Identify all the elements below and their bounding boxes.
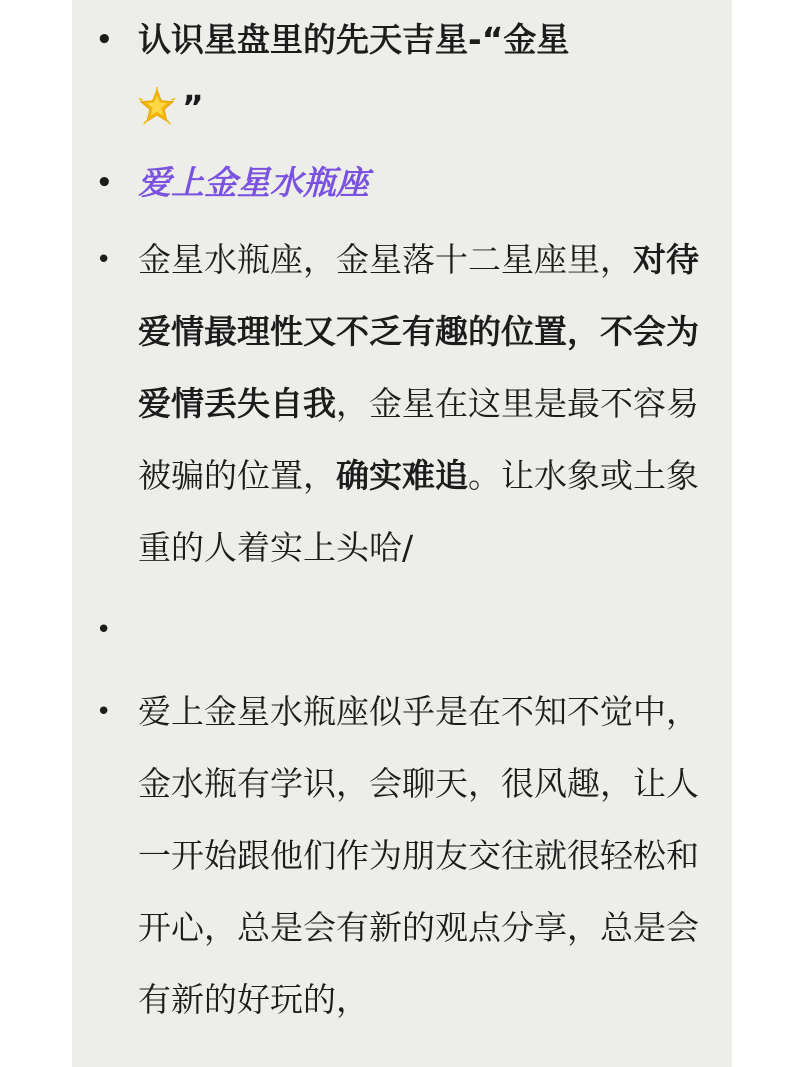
paragraph-1-segment-3: ，金星在这里是最不容易被骗的位置， — [138, 384, 699, 495]
list-item-empty — [72, 594, 732, 666]
star-emoji-icon — [138, 87, 176, 125]
bullet-list — [72, 0, 732, 1036]
bullet-icon: • — [96, 697, 112, 727]
bullet-icon: • — [96, 615, 112, 645]
list-item-title — [72, 0, 732, 142]
paragraph-2-text: 爱上金星水瓶座似乎是在不知不觉中，金水瓶有学识，会聊天，很风趣，让人一开始跟他们作为朋友交往就很轻松和开心，总是会有新的观点分享，总是会有新的好玩的， — [138, 692, 699, 1019]
subtitle-text: 爱上金星水瓶座 — [138, 163, 369, 202]
paragraph-1-bold-segment-4: 确实难追 — [336, 456, 468, 495]
paragraph-1-bold-segment-2: 对待爱情最理性又不乏有趣的位置，不会为爱情丢失自我 — [138, 240, 699, 423]
title-close-quote: ” — [182, 88, 204, 127]
title-text: 认识星盘里的先天吉星-“金星 — [138, 20, 570, 59]
paragraph-1-segment-1: 金星水瓶座，金星落十二星座里， — [138, 240, 633, 279]
bullet-icon: • — [96, 168, 113, 198]
bullet-icon: • — [96, 25, 113, 55]
list-item-paragraph-2 — [72, 676, 732, 1036]
bullet-icon: • — [96, 245, 112, 275]
list-item-paragraph-1 — [72, 224, 732, 584]
list-item-subtitle — [72, 152, 732, 214]
paragraph-1-segment-5: 。让水象或土象重的人着实上头哈/ — [138, 456, 699, 567]
